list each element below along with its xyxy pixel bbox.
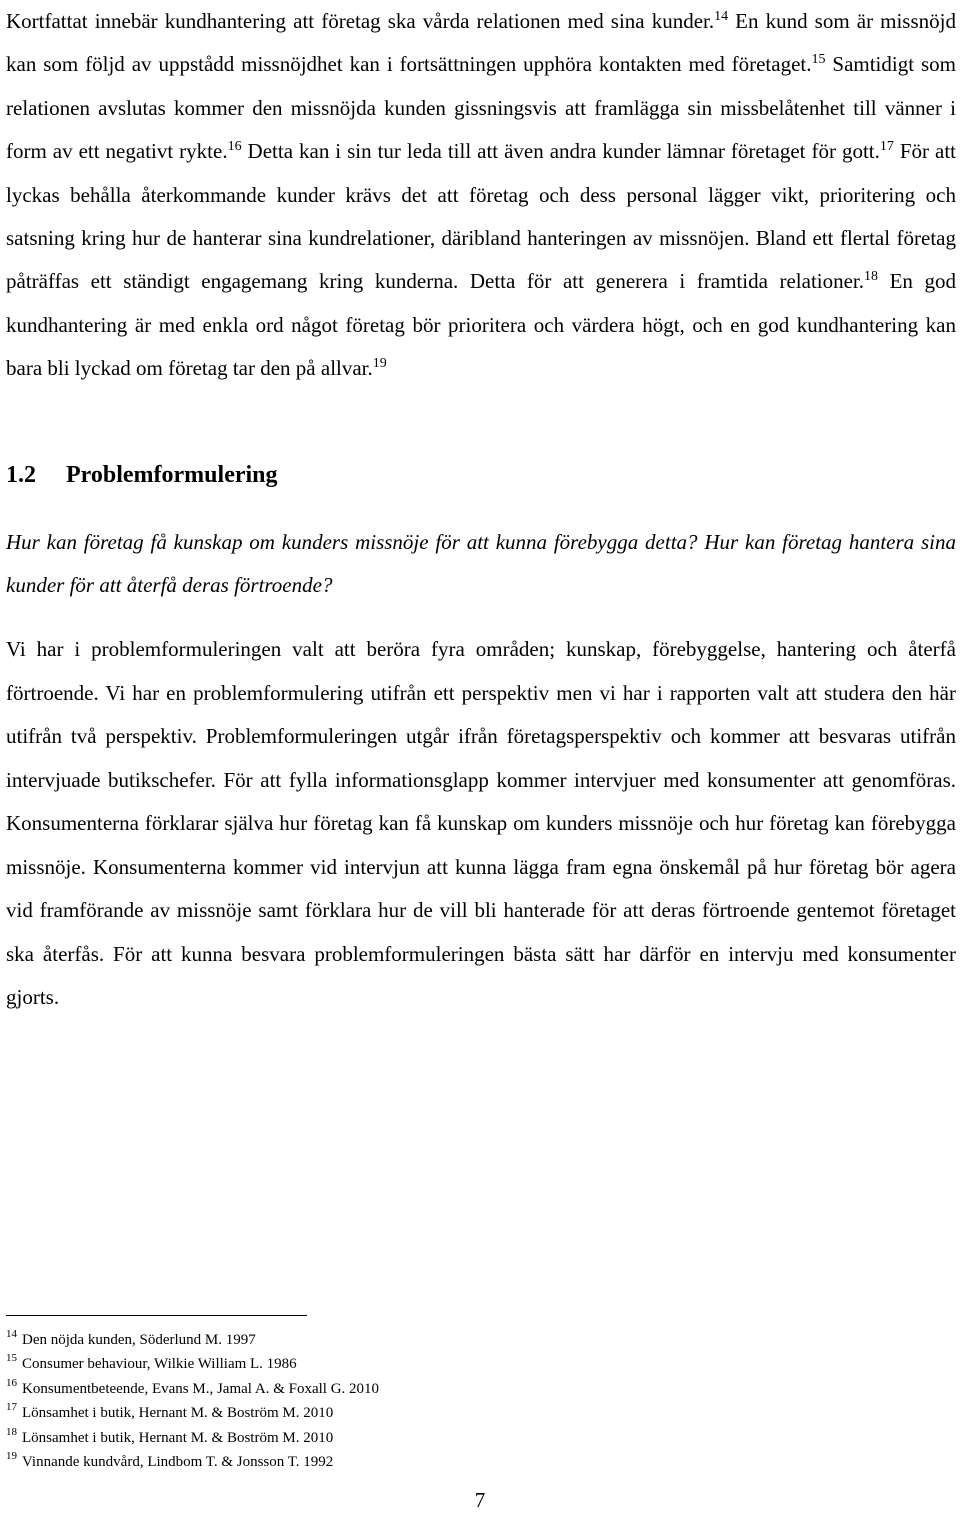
paragraph-text: Kortfattat innebär kundhantering att företag ska vårda relationen med sina kunder. [6,9,715,33]
paragraph-text: Samtidigt som relationen avslutas kommer den missnöjda kunden gissningsvis att framlägga sin missbelåtenhet till vänner i form av ett negativt rykte. [6,52,956,164]
page-number: 7 [474,1488,486,1512]
footnote-item [6,1377,946,1401]
footnote-item [6,1426,946,1450]
footnote-item [6,1352,946,1376]
footnote-item [6,1401,946,1425]
footnote-number: 14 [6,1328,17,1340]
body-paragraph-customer-handling [6,0,956,391]
footnote-number: 19 [6,1450,17,1463]
footnote-text: Consumer behaviour, Wilkie William L. 1986 [22,1356,297,1373]
footnote-reference[interactable]: 19 [372,356,387,372]
footnote-text: Den nöjda kunden, Söderlund M. 1997 [22,1332,256,1348]
footnote-item [6,1450,946,1474]
footnote-reference[interactable]: 18 [864,269,879,285]
paragraph-text: En god kundhantering är med enkla ord något företag bör prioritera och värdera högt, och en god kundhantering kan bara bli lyckad om företag tar den på allvar. [6,269,956,381]
problem-statement: Hur kan företag få kunskap om kunders missnöje för att kunna förebygga detta? Hur kan företag hantera sina kunder för att återfå deras förtroende? [6,530,956,598]
footnote-number: 18 [6,1425,17,1438]
section-number: 1.2 [6,462,36,488]
footnote-text: Konsumentbeteende, Evans M., Jamal A. & Foxall G. 2010 [22,1380,380,1397]
footnote-text: Vinnande kundvård, Lindbom T. & Jonsson T. 1992 [22,1454,334,1471]
section-title: Problemformulering [66,462,278,488]
footnote-separator [6,1315,307,1316]
footnotes [6,1328,946,1474]
footnote-text: Lönsamhet i butik, Hernant M. & Boström M. 2010 [22,1405,334,1422]
footnote-number: 15 [6,1352,17,1365]
paragraph-text: För att lyckas behålla återkommande kunder krävs det att företag och dess personal lägger vikt, prioritering och satsning kring hur de hanterar sina kundrelationer, däribland hanteringen av missnöjen. Bland ett flertal företag påträffas ett ständigt engagemang kring kunderna. Detta för att generera i framtida relationer. [6,139,956,294]
body-paragraph-method: Vi har i problemformuleringen valt att beröra fyra områden; kunskap, förebyggelse, hantering och återfå förtroende. Vi har en problemformulering utifrån ett perspektiv men vi har i rapporten valt att studera den här utifrån två perspektiv. Problemformuleringen utgår ifrån företagsperspektiv och kommer att besvaras utifrån intervjuade butikschefer. För att fylla informationsglapp kommer intervjuer med konsumenter att genomföras. Konsumenterna förklarar själva hur företag kan få kunskap om kunders missnöje och hur företag kan förebygga missnöje. Konsumenterna kommer vid intervjun att kunna lägga fram egna önskemål på hur företag bör agera vid framförande av missnöje samt förklara hur de vill bli hanterade för att deras förtroende gentemot företaget ska återfås. För att kunna besvara problemformuleringen bästa sätt har därför en intervju med konsumenter gjorts. [6,637,956,1009]
footnote-number: 17 [6,1401,17,1414]
footnote-number: 16 [6,1376,17,1389]
footnote-reference[interactable]: 15 [811,52,826,68]
section-heading [6,455,278,495]
footnote-reference[interactable]: 16 [227,139,242,155]
footnote-reference[interactable]: 17 [879,139,894,155]
footnote-reference[interactable]: 14 [714,9,729,24]
footnote-item [6,1328,946,1352]
paragraph-text: En kund som är missnöjd kan som följd av uppstådd missnöjdhet kan i fortsättningen upphöra kontakten med företaget. [6,9,956,77]
footnote-text: Lönsamhet i butik, Hernant M. & Boström M. 2010 [22,1429,334,1446]
paragraph-text: Detta kan i sin tur leda till att även andra kunder lämnar företaget för gott. [241,139,880,164]
